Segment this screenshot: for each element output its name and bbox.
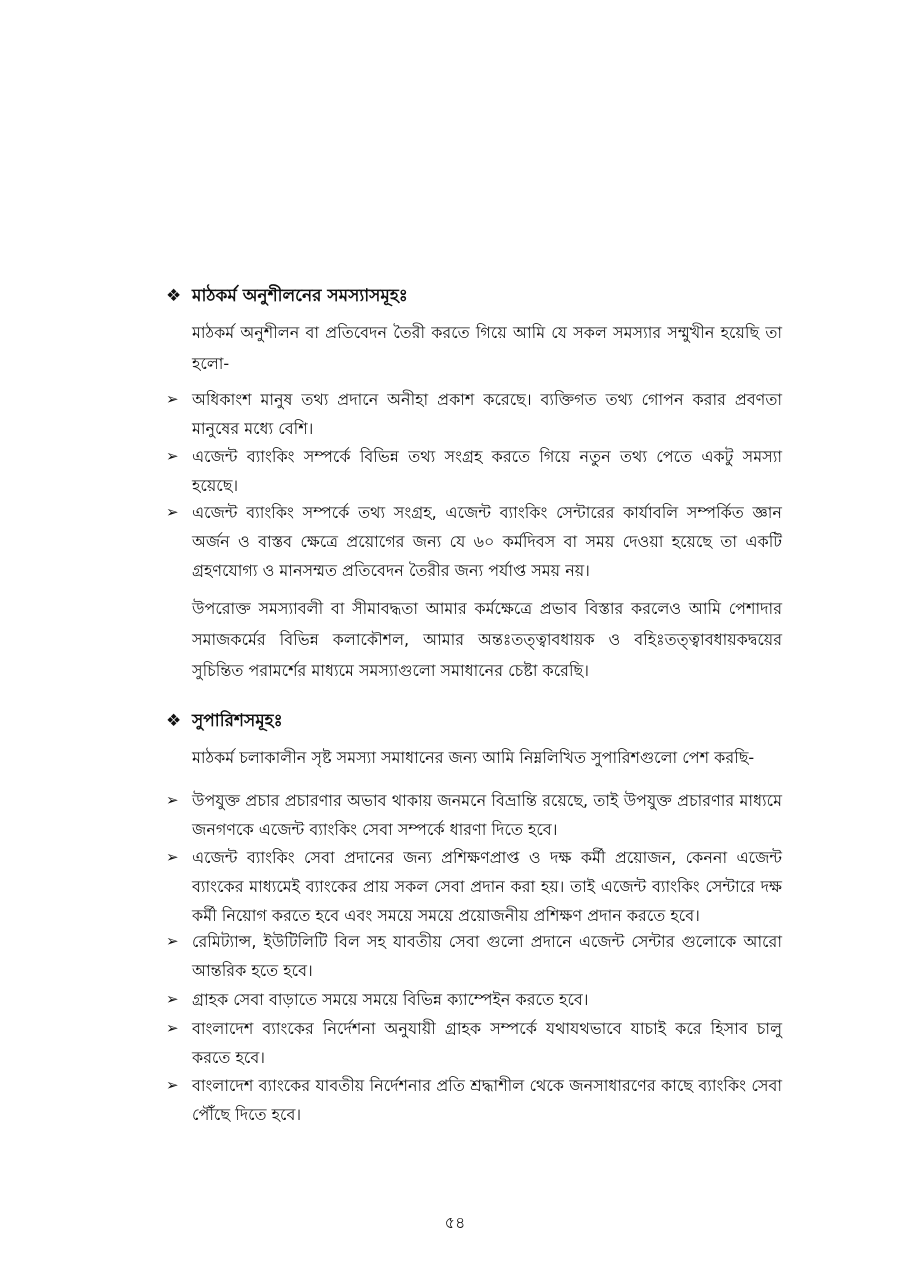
list-item bbox=[166, 843, 782, 930]
recommendations-intro-paragraph: মাঠকর্ম চলাকালীন সৃষ্ট সমস্যা সমাধানের জন্য আমি নিম্নলিখিত সুপারিশগুলো পেশ করছি- bbox=[192, 748, 755, 767]
list-item bbox=[166, 385, 782, 443]
four-diamond-bullet-icon: ❖ bbox=[166, 286, 182, 306]
section-heading-problems bbox=[166, 283, 408, 311]
list-item bbox=[166, 927, 782, 985]
list-item-text: এজেন্ট ব্যাংকিং সম্পর্কে বিভিন্ন তথ্য সংগ্রহ করতে গিয়ে নতুন তথ্য পেতে একটু সমস্যা হয়েছে। bbox=[192, 447, 782, 495]
list-item bbox=[166, 985, 782, 1014]
list-item-text: এজেন্ট ব্যাংকিং সেবা প্রদানের জন্য প্রশিক্ষণপ্রাপ্ত ও দক্ষ কর্মী প্রয়োজন, কেননা এজেন্ট ব্যাংকের মাধ্যমেই ব্যাংকের প্রায় সকল সেবা প্রদান করা হয়। তাই এজেন্ট ব্যাংকিং সেন্টারে দক্ষ কর্মী নিয়োগ করতে হবে এবং সময়ে সময়ে প্রয়োজনীয় প্রশিক্ষণ প্রদান করতে হবে। bbox=[192, 848, 782, 925]
list-item bbox=[166, 498, 782, 585]
list-item bbox=[166, 786, 782, 844]
arrow-bullet-icon: ➢ bbox=[166, 390, 179, 408]
list-item-text: গ্রাহক সেবা বাড়াতে সময়ে সময়ে বিভিন্ন ক্যাম্পেইন করতে হবে। bbox=[192, 990, 589, 1009]
list-item-text: অধিকাংশ মানুষ তথ্য প্রদানে অনীহা প্রকাশ করেছে। ব্যক্তিগত তথ্য গোপন করার প্রবণতা মানুষের মধ্যে বেশি। bbox=[192, 390, 782, 438]
arrow-bullet-icon: ➢ bbox=[166, 1076, 179, 1094]
list-item bbox=[166, 442, 782, 500]
section-heading-text: মাঠকর্ম অনুশীলনের সমস্যাসমূহঃ bbox=[192, 286, 408, 306]
arrow-bullet-icon: ➢ bbox=[166, 503, 179, 521]
page-number: ৫৪ bbox=[444, 1213, 466, 1232]
four-diamond-bullet-icon: ❖ bbox=[166, 711, 182, 731]
arrow-bullet-icon: ➢ bbox=[166, 990, 179, 1008]
list-item-text: এজেন্ট ব্যাংকিং সম্পর্কে তথ্য সংগ্রহ, এজেন্ট ব্যাংকিং সেন্টারের কার্যাবলি সম্পর্কিত জ্ঞান অর্জন ও বাস্তব ক্ষেত্রে প্রয়োগের জন্য যে ৬০ কর্মদিবস বা সময় দেওয়া হয়েছে তা একটি গ্রহণযোগ্য ও মানসম্মত প্রতিবেদন তৈরীর জন্য পর্যাপ্ত সময় নয়। bbox=[192, 503, 782, 580]
arrow-bullet-icon: ➢ bbox=[166, 447, 179, 465]
arrow-bullet-icon: ➢ bbox=[166, 791, 179, 809]
list-item-text: রেমিট্যান্স, ইউটিলিটি বিল সহ যাবতীয় সেবা গুলো প্রদানে এজেন্ট সেন্টার গুলোকে আরো আন্তরিক হতে হবে। bbox=[192, 932, 782, 980]
list-item-text: বাংলাদেশ ব্যাংকের নির্দেশনা অনুযায়ী গ্রাহক সম্পর্কে যথাযথভাবে যাচাই করে হিসাব চালু করতে হবে। bbox=[192, 1019, 782, 1067]
list-item bbox=[166, 1014, 782, 1072]
arrow-bullet-icon: ➢ bbox=[166, 1019, 179, 1037]
section-heading-text: সুপারিশসমূহঃ bbox=[192, 711, 283, 731]
arrow-bullet-icon: ➢ bbox=[166, 848, 179, 866]
list-item-text: উপযুক্ত প্রচার প্রচারণার অভাব থাকায় জনমনে বিভ্রান্তি রয়েছে, তাই উপযুক্ত প্রচারণার মাধ্যমে জনগণকে এজেন্ট ব্যাংকিং সেবা সম্পর্কে ধারণা দিতে হবে। bbox=[192, 791, 782, 839]
list-item-text: বাংলাদেশ ব্যাংকের যাবতীয় নির্দেশনার প্রতি শ্রদ্ধাশীল থেকে জনসাধারণের কাছে ব্যাংকিং সেবা পৌঁছে দিতে হবে। bbox=[192, 1076, 782, 1124]
section-heading-recommendations bbox=[166, 708, 283, 736]
problems-closing-paragraph: উপরোক্ত সমস্যাবলী বা সীমাবদ্ধতা আমার কর্মক্ষেত্রে প্রভাব বিস্তার করলেও আমি পেশাদার সমাজকর্মের বিভিন্ন কলাকৌশল, আমার অন্তঃতত্ত্বাবধায়ক ও বহিঃতত্ত্বাবধায়কদ্বয়ের সুচিন্তিত পরামর্শের মাধ্যমে সমস্যাগুলো সমাধানের চেষ্টা করেছি। bbox=[192, 599, 782, 680]
arrow-bullet-icon: ➢ bbox=[166, 932, 179, 950]
problems-intro-paragraph: মাঠকর্ম অনুশীলন বা প্রতিবেদন তৈরী করতে গিয়ে আমি যে সকল সমস্যার সম্মুখীন হয়েছি তা হলো- bbox=[192, 323, 782, 373]
list-item bbox=[166, 1071, 782, 1129]
